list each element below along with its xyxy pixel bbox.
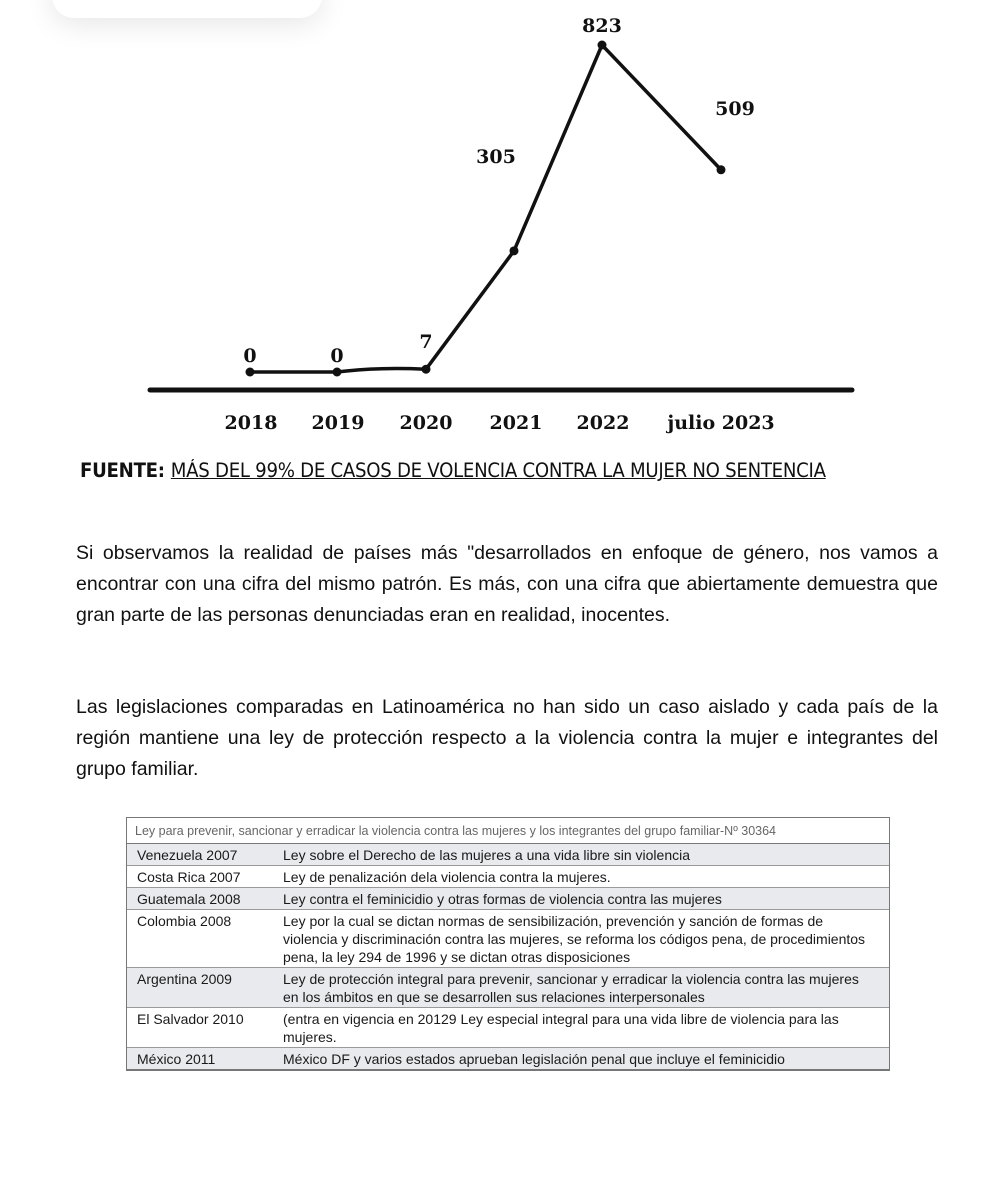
x-tick-label: julio 2023 bbox=[667, 412, 775, 434]
data-point bbox=[717, 165, 726, 174]
table-row bbox=[127, 968, 889, 1008]
source-text: MÁS DEL 99% DE CASOS DE VOLENCIA CONTRA LA MUJER NO SENTENCIA bbox=[170, 459, 826, 482]
x-tick-label: 2019 bbox=[311, 412, 365, 434]
row-law: Ley por la cual se dictan normas de sensibilización, prevención y sanción de formas de violencia y discriminación contra las mujeres, se reforma los códigos pena, de procedimientos pena, la ley 294 de 1996 y se dictan otras disposiciones bbox=[283, 913, 866, 965]
table-header: Ley para prevenir, sancionar y erradicar la violencia contra las mujeres y los integrantes del grupo familiar-Nº 30364 bbox=[127, 818, 889, 844]
row-law: Ley contra el feminicidio y otras formas de violencia contra las mujeres bbox=[283, 891, 722, 907]
row-country: México 2011 bbox=[137, 1051, 216, 1067]
x-tick-labels bbox=[225, 412, 775, 434]
series-line bbox=[250, 45, 721, 372]
source-label: FUENTE: bbox=[80, 459, 165, 482]
row-country: El Salvador 2010 bbox=[137, 1011, 244, 1027]
data-label: 509 bbox=[715, 98, 755, 120]
table-row bbox=[127, 888, 889, 910]
row-law: Ley de penalización dela violencia contra la mujeres. bbox=[283, 869, 611, 885]
row-country: Colombia 2008 bbox=[137, 913, 232, 929]
data-label: 305 bbox=[476, 146, 516, 168]
table-row bbox=[127, 866, 889, 888]
row-country: Costa Rica 2007 bbox=[137, 869, 241, 885]
paragraph-2: Las legislaciones comparadas en Latinoamérica no han sido un caso aislado y cada país de la región mantiene una ley de protección respecto a la violencia contra la mujer e integrantes del grupo familiar. bbox=[76, 696, 938, 780]
series-group bbox=[243, 15, 754, 377]
data-point bbox=[598, 41, 607, 50]
data-label: 823 bbox=[582, 15, 622, 37]
data-point bbox=[333, 368, 342, 377]
data-point bbox=[510, 246, 519, 255]
source-caption bbox=[80, 459, 861, 482]
data-label: 7 bbox=[419, 331, 433, 353]
row-law: Ley sobre el Derecho de las mujeres a una vida libre sin violencia bbox=[283, 847, 690, 863]
law-comparison-table bbox=[126, 817, 890, 1071]
table-body bbox=[127, 844, 889, 1070]
data-label: 0 bbox=[243, 345, 257, 367]
table-row bbox=[127, 1048, 889, 1070]
data-point bbox=[246, 368, 255, 377]
row-country: Guatemala 2008 bbox=[137, 891, 241, 907]
x-tick-label: 2018 bbox=[224, 412, 278, 434]
data-point bbox=[422, 365, 431, 374]
data-label: 0 bbox=[330, 345, 344, 367]
row-country: Argentina 2009 bbox=[137, 971, 232, 987]
line-chart bbox=[0, 0, 995, 450]
row-law: (entra en vigencia en 20129 Ley especial integral para una vida libre de violencia para las mujeres. bbox=[283, 1011, 839, 1045]
table-row bbox=[127, 910, 889, 968]
x-tick-label: 2020 bbox=[399, 412, 453, 434]
table-row bbox=[127, 1008, 889, 1048]
table-row bbox=[127, 844, 889, 866]
x-tick-label: 2021 bbox=[489, 412, 543, 434]
row-law: México DF y varios estados aprueban legislación penal que incluye el feminicidio bbox=[283, 1051, 785, 1067]
row-country: Venezuela 2007 bbox=[137, 847, 238, 863]
row-law: Ley de protección integral para prevenir, sancionar y erradicar la violencia contra las mujeres en los ámbitos en que se desarrollen sus relaciones interpersonales bbox=[283, 971, 859, 1005]
paragraph-1: Si observamos la realidad de países más "desarrollados en enfoque de género, nos vamos a encontrar con una cifra del mismo patrón. Es más, con una cifra que abiertamente demuestra que gran parte de las personas denunciadas eran en realidad, inocentes. bbox=[76, 542, 938, 626]
x-tick-label: 2022 bbox=[576, 412, 630, 434]
